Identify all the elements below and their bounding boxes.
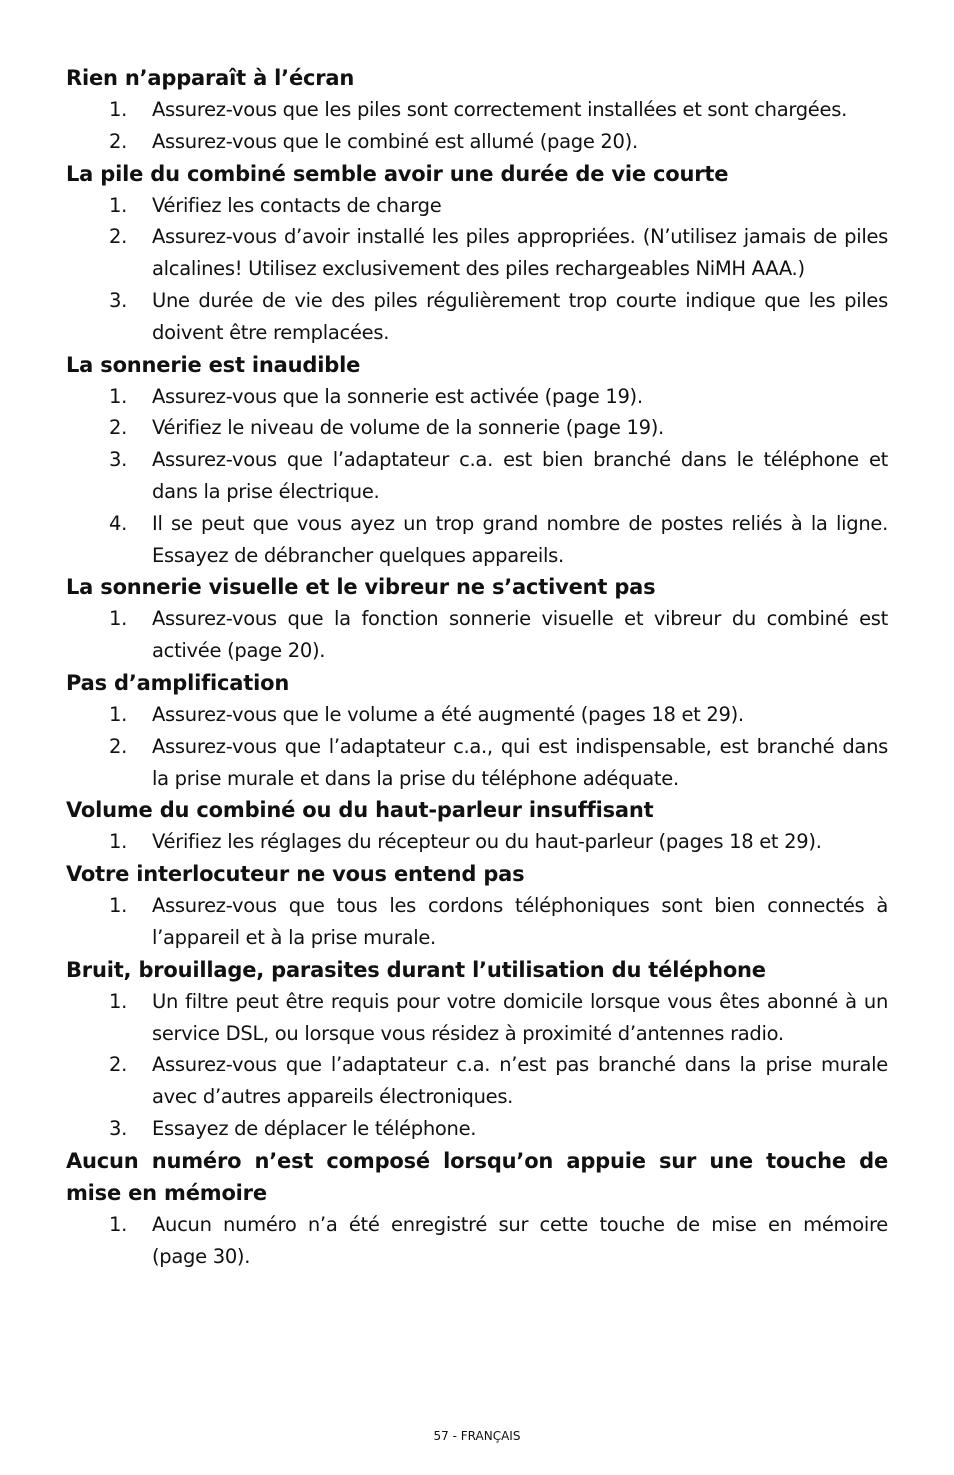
numbered-list — [66, 190, 888, 349]
item-number: 1. — [109, 98, 128, 121]
list-item — [66, 126, 888, 158]
item-number: 4. — [109, 511, 128, 535]
item-text: Assurez-vous que le volume a été augmenté (pages 18 et 29). — [152, 702, 744, 726]
item-text: Assurez-vous que tous les cordons téléphoniques sont bien connectés à l’appareil et à la prise murale. — [152, 894, 888, 949]
list-item — [66, 731, 888, 795]
list-item — [66, 412, 888, 444]
troubleshooting-section — [66, 794, 888, 858]
section-heading: Pas d’amplification — [66, 670, 290, 695]
item-text: Une durée de vie des piles régulièrement trop courte indique que les piles doivent être remplacées. — [152, 288, 888, 344]
item-text: Assurez-vous que la fonction sonnerie visuelle et vibreur du combiné est activée (page 20). — [152, 607, 888, 663]
item-text: Essayez de déplacer le téléphone. — [152, 1116, 477, 1140]
section-heading: Votre interlocuteur ne vous entend pas — [66, 862, 525, 887]
numbered-list — [66, 986, 888, 1145]
numbered-list — [66, 699, 888, 794]
item-number: 2. — [109, 1053, 128, 1077]
list-item — [66, 285, 888, 349]
list-item — [66, 826, 888, 858]
list-item — [66, 1113, 888, 1145]
item-text: Assurez-vous que la sonnerie est activée (page 19). — [152, 384, 643, 408]
item-number: 1. — [109, 193, 128, 217]
item-number: 1. — [109, 1212, 128, 1236]
list-item — [66, 1209, 888, 1273]
item-number: 2. — [109, 416, 128, 440]
item-number: 2. — [109, 734, 128, 758]
item-number: 1. — [109, 894, 128, 918]
list-item — [66, 190, 888, 222]
troubleshooting-section — [66, 571, 888, 667]
list-item — [66, 94, 888, 126]
numbered-list — [66, 890, 888, 954]
item-number: 1. — [109, 607, 128, 631]
item-number: 3. — [109, 448, 128, 472]
section-heading: Volume du combiné ou du haut-parleur insuffisant — [66, 798, 654, 823]
item-number: 3. — [109, 288, 128, 312]
troubleshooting-section — [66, 158, 888, 349]
item-text: Vérifiez le niveau de volume de la sonnerie (page 19). — [152, 416, 664, 440]
section-heading: La sonnerie visuelle et le vibreur ne s’activent pas — [66, 575, 656, 600]
item-text: Aucun numéro n’a été enregistré sur cette touche de mise en mémoire (page 30). — [152, 1212, 888, 1268]
item-text: Il se peut que vous ayez un trop grand nombre de postes reliés à la ligne. Essayez de débrancher quelques appareils. — [152, 511, 888, 567]
item-text: Assurez-vous que l’adaptateur c.a. est bien branché dans le téléphone et dans la prise électrique. — [152, 448, 888, 503]
item-number: 1. — [109, 989, 128, 1013]
list-item — [66, 221, 888, 285]
numbered-list — [66, 1209, 888, 1273]
item-number: 1. — [109, 384, 128, 408]
item-number: 1. — [109, 830, 128, 854]
item-number: 1. — [109, 702, 128, 726]
item-number: 2. — [109, 225, 128, 249]
numbered-list — [66, 603, 888, 667]
troubleshooting-section — [66, 349, 888, 572]
list-item — [66, 699, 888, 731]
list-item — [66, 890, 888, 954]
numbered-list — [66, 381, 888, 572]
section-heading: Bruit, brouillage, parasites durant l’utilisation du téléphone — [66, 957, 766, 982]
troubleshooting-section — [66, 954, 888, 1145]
item-text: Assurez-vous que l’adaptateur c.a., qui est indispensable, est branché dans la prise murale et dans la prise du téléphone adéquate. — [152, 734, 888, 790]
troubleshooting-section — [66, 667, 888, 794]
item-text: Assurez-vous que l’adaptateur c.a. n’est pas branché dans la prise murale avec d’autres appareils électroniques. — [152, 1053, 888, 1109]
troubleshooting-section — [66, 62, 888, 158]
list-item — [66, 986, 888, 1050]
troubleshooting-section — [66, 858, 888, 954]
item-text: Assurez-vous que les piles sont correctement installées et sont chargées. — [152, 98, 847, 121]
list-item — [66, 603, 888, 667]
troubleshooting-content — [66, 62, 888, 1272]
list-item — [66, 508, 888, 572]
numbered-list — [66, 94, 888, 158]
section-heading: Aucun numéro n’est composé lorsqu’on appuie sur une touche de mise en mémoire — [66, 1148, 888, 1205]
item-number: 3. — [109, 1116, 128, 1140]
list-item — [66, 381, 888, 413]
item-number: 2. — [109, 129, 128, 153]
numbered-list — [66, 826, 888, 858]
item-text: Vérifiez les contacts de charge — [152, 193, 442, 217]
section-heading: Rien n’apparaît à l’écran — [66, 66, 355, 90]
item-text: Vérifiez les réglages du récepteur ou du haut-parleur (pages 18 et 29). — [152, 830, 822, 854]
section-heading: La sonnerie est inaudible — [66, 352, 361, 377]
item-text: Un filtre peut être requis pour votre domicile lorsque vous êtes abonné à un service DSL, ou lorsque vous résidez à proximité d’antennes radio. — [152, 989, 888, 1045]
item-text: Assurez-vous que le combiné est allumé (page 20). — [152, 129, 638, 153]
item-text: Assurez-vous d’avoir installé les piles appropriées. (N’utilisez jamais de piles alcalines! Utilisez exclusivement des piles rechargeables NiMH AAA.) — [152, 225, 888, 281]
list-item — [66, 444, 888, 508]
troubleshooting-section — [66, 1145, 888, 1273]
page-footer: 57 - FRANÇAIS — [433, 1429, 521, 1443]
list-item — [66, 1049, 888, 1113]
section-heading: La pile du combiné semble avoir une durée de vie courte — [66, 161, 729, 186]
